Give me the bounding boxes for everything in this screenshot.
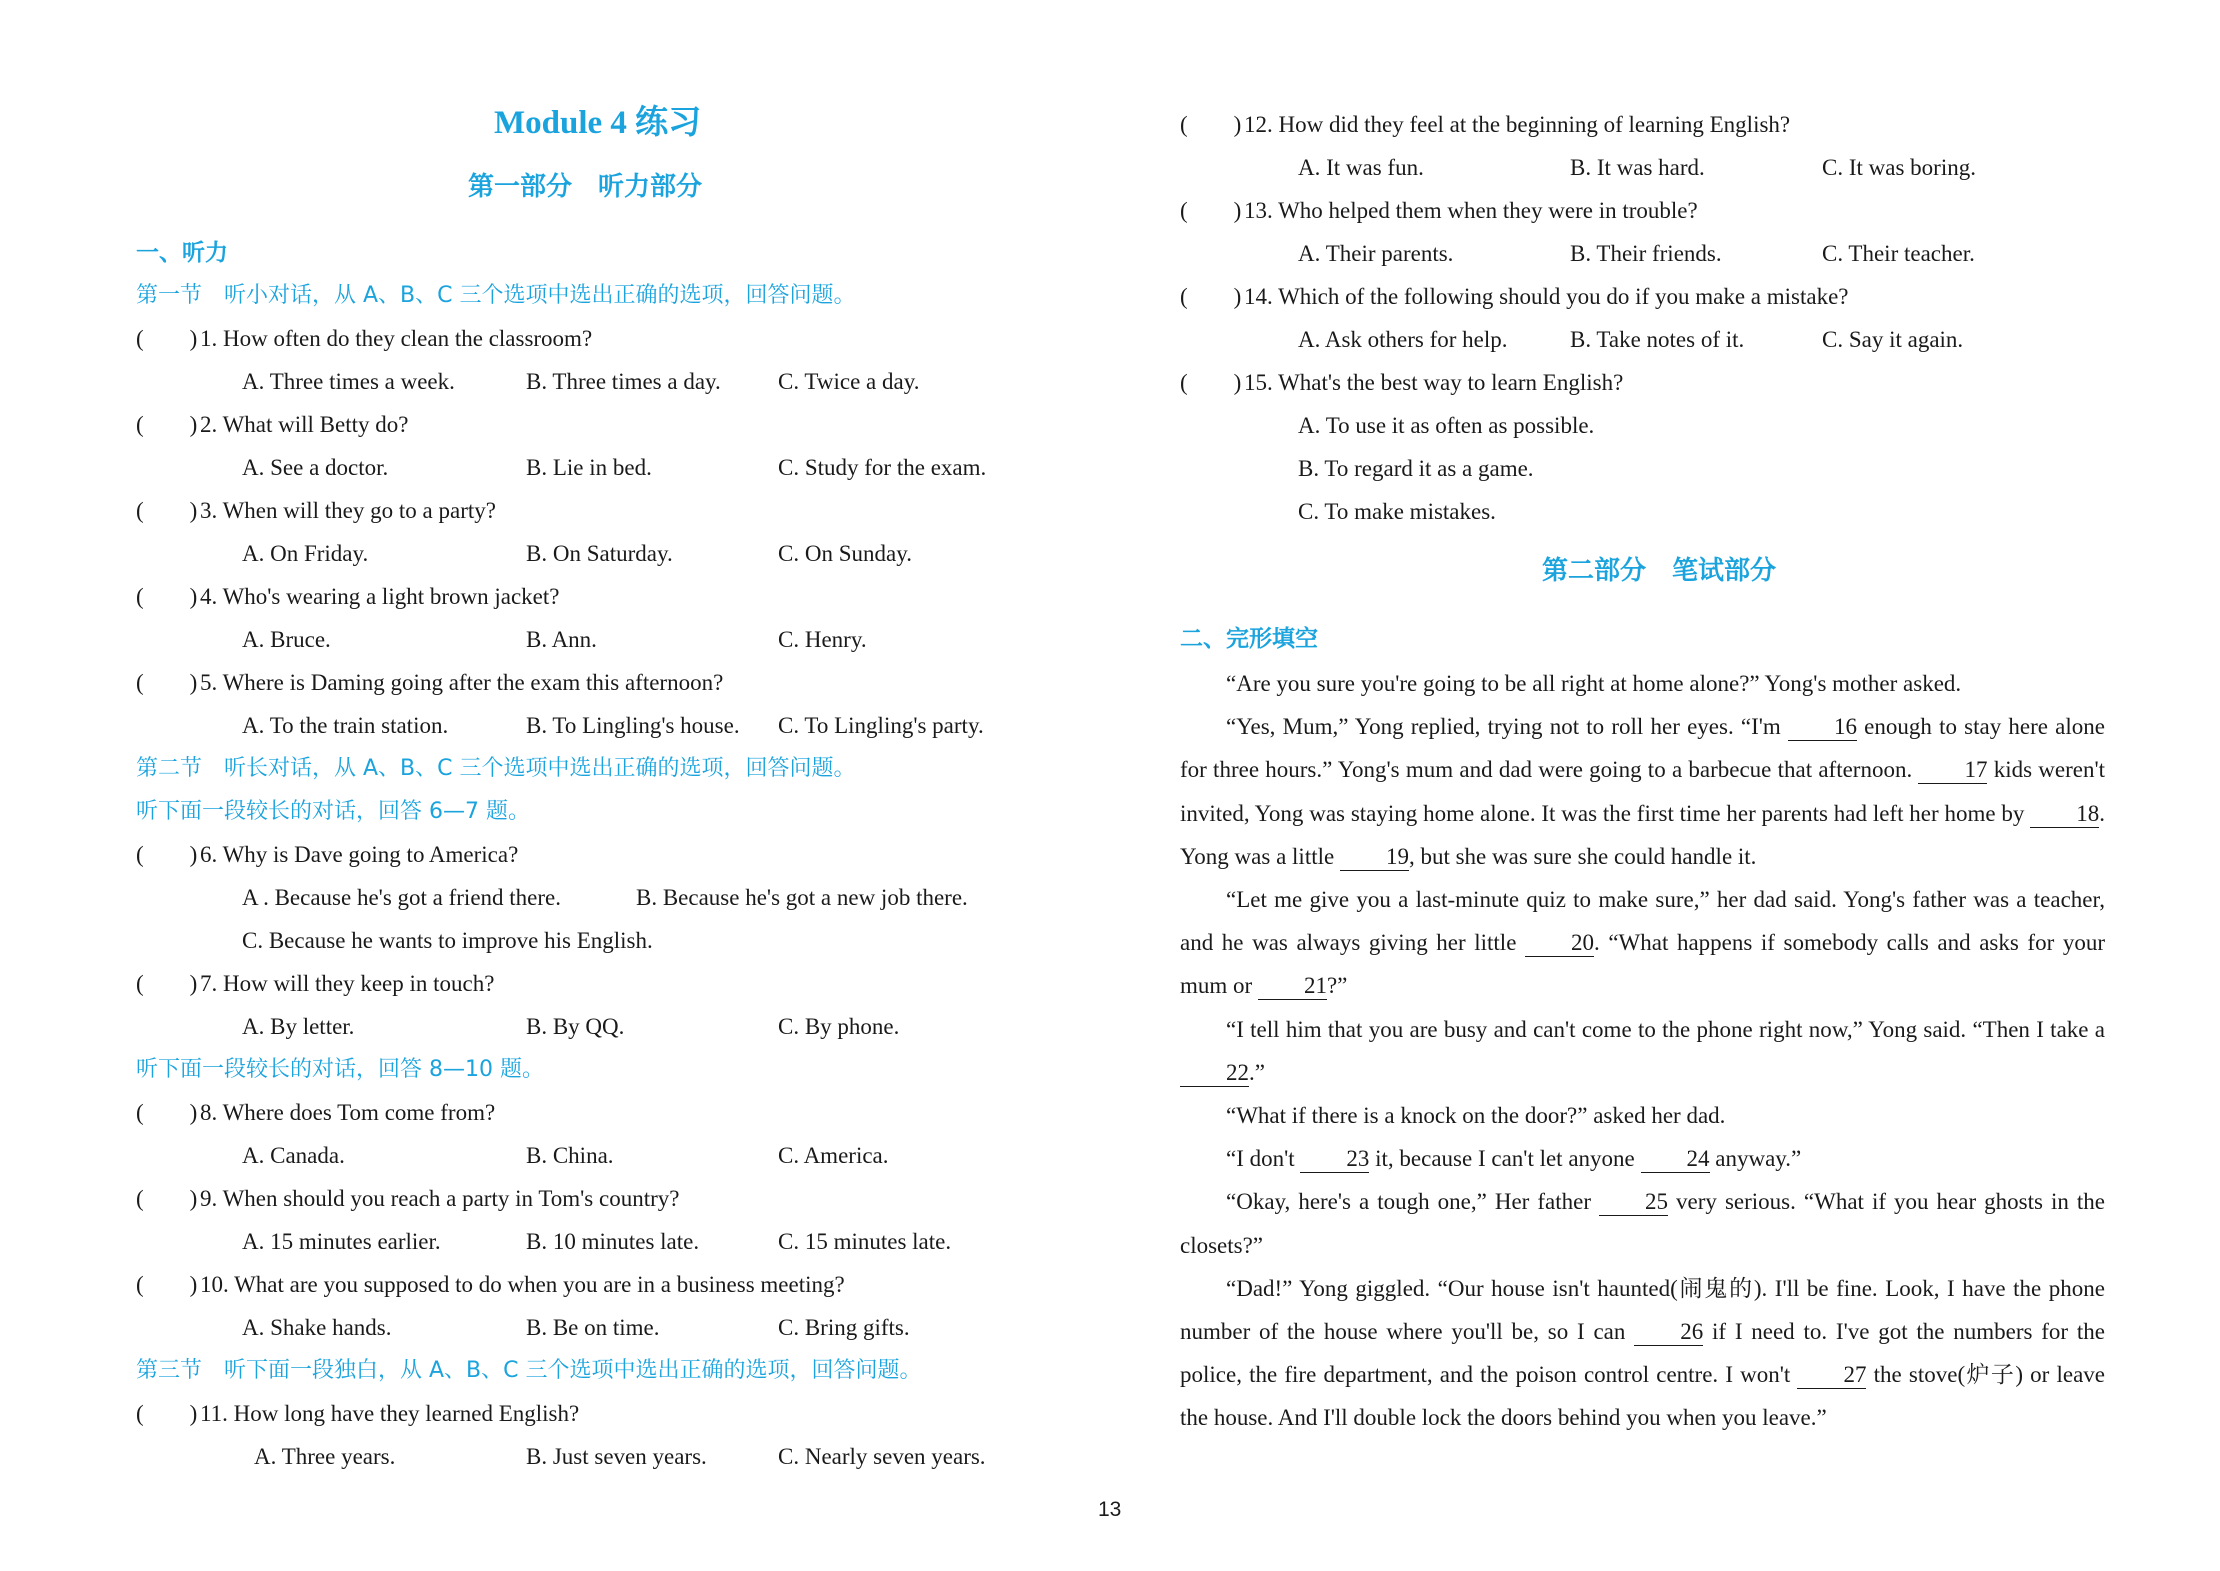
blank-16[interactable]: 16 <box>1788 714 1857 741</box>
option-a[interactable]: A. To use it as often as possible. <box>1298 413 1595 438</box>
answer-bracket[interactable]: ( ) <box>136 842 198 867</box>
option-c[interactable]: C. Nearly seven years. <box>778 1444 986 1469</box>
option-b[interactable]: B. To regard it as a game. <box>1298 456 1534 481</box>
question-text: 10. What are you supposed to do when you are in a business meeting? <box>200 1272 845 1297</box>
cloze-text: . “What happens if somebody calls and asks for your mum or <box>1180 930 2105 999</box>
answer-bracket[interactable]: ( ) <box>136 1272 198 1297</box>
cloze-text: anyway.” <box>1709 1146 1802 1172</box>
option-b[interactable]: B. Be on time. <box>526 1315 660 1340</box>
part-1-heading: 第一部分 听力部分 <box>468 172 703 202</box>
section-1-heading: 一、听力 <box>136 240 228 266</box>
option-b[interactable]: B. Lie in bed. <box>526 455 652 480</box>
blank-26[interactable]: 26 <box>1634 1319 1703 1346</box>
option-b[interactable]: B. It was hard. <box>1570 155 1705 180</box>
instruction-jie1: 第一节 听小对话，从 A、B、C 三个选项中选出正确的选项，回答问题。 <box>136 283 856 308</box>
blank-18[interactable]: 18 <box>2030 801 2099 828</box>
option-c[interactable]: C. Say it again. <box>1822 327 1964 352</box>
page-title: Module 4 练习 <box>494 105 702 141</box>
option-a[interactable]: A. Shake hands. <box>242 1315 392 1340</box>
option-b[interactable]: B. On Saturday. <box>526 541 673 566</box>
option-b[interactable]: B. Just seven years. <box>526 1444 707 1469</box>
option-b[interactable]: B. Their friends. <box>1570 241 1722 266</box>
blank-27[interactable]: 27 <box>1797 1362 1866 1389</box>
answer-bracket[interactable]: ( ) <box>136 1401 198 1426</box>
part-2-heading: 第二部分 笔试部分 <box>1542 556 1777 586</box>
option-b[interactable]: B. Ann. <box>526 627 597 652</box>
option-c[interactable]: C. On Sunday. <box>778 541 912 566</box>
cloze-text: “I tell him that you are busy and can't come to the phone right now,” Yong said. “Then I take a <box>1226 1016 2105 1042</box>
option-a[interactable]: A. Bruce. <box>242 627 331 652</box>
cloze-text: “Let me give you a last-minute quiz to make sure,” her dad said. Yong's father was a teacher, and he was always giving her little <box>1180 887 2105 956</box>
option-c[interactable]: C. Twice a day. <box>778 369 920 394</box>
cloze-paragraph-7 <box>1180 1180 2105 1266</box>
instruction-6-7: 听下面一段较长的对话，回答 6—7 题。 <box>136 799 530 824</box>
cloze-text: .” <box>1249 1059 1265 1085</box>
cloze-text: . Yong was a little <box>1180 800 2105 869</box>
question-text: 15. What's the best way to learn English? <box>1244 370 1624 395</box>
cloze-paragraph-2 <box>1180 705 2105 878</box>
answer-bracket[interactable]: ( ) <box>1180 112 1242 137</box>
cloze-paragraph-1: “Are you sure you're going to be all right at home alone?” Yong's mother asked. <box>1226 671 1962 696</box>
option-a[interactable]: A . Because he's got a friend there. <box>242 885 562 910</box>
question-text: 9. When should you reach a party in Tom's country? <box>200 1186 680 1211</box>
option-a[interactable]: A. Their parents. <box>1298 241 1454 266</box>
question-text: 12. How did they feel at the beginning of learning English? <box>1244 112 1791 137</box>
option-b[interactable]: B. 10 minutes late. <box>526 1229 700 1254</box>
answer-bracket[interactable]: ( ) <box>136 971 198 996</box>
option-b[interactable]: B. Take notes of it. <box>1570 327 1745 352</box>
option-a[interactable]: A. See a doctor. <box>242 455 389 480</box>
cloze-text: very serious. “What if you hear ghosts in the closets?” <box>1180 1189 2105 1258</box>
cloze-passage <box>1180 662 2105 1440</box>
question-text: 3. When will they go to a party? <box>200 498 496 523</box>
cloze-paragraph-6 <box>1180 1137 2105 1180</box>
answer-bracket[interactable]: ( ) <box>136 326 198 351</box>
option-a[interactable]: A. On Friday. <box>242 541 369 566</box>
blank-20[interactable]: 20 <box>1525 930 1594 957</box>
option-c[interactable]: C. By phone. <box>778 1014 900 1039</box>
cloze-paragraph-4 <box>1180 1008 2105 1094</box>
blank-24[interactable]: 24 <box>1641 1146 1710 1173</box>
page-number: 13 <box>1098 1498 1122 1521</box>
option-a[interactable]: A. By letter. <box>242 1014 355 1039</box>
blank-22[interactable]: 22 <box>1180 1060 1249 1087</box>
blank-19[interactable]: 19 <box>1340 844 1409 871</box>
cloze-text: if I need to. I've got the numbers for the police, the fire department, and the poison control centre. I won't <box>1180 1319 2105 1388</box>
option-c[interactable]: C. To make mistakes. <box>1298 499 1496 524</box>
option-a[interactable]: A. To the train station. <box>242 713 449 738</box>
option-a[interactable]: A. Three years. <box>254 1444 396 1469</box>
option-b[interactable]: B. Because he's got a new job there. <box>636 885 968 910</box>
option-c[interactable]: C. America. <box>778 1143 889 1168</box>
blank-21[interactable]: 21 <box>1258 973 1327 1000</box>
option-a[interactable]: A. Three times a week. <box>242 369 455 394</box>
cloze-text: it, because I can't let anyone <box>1369 1146 1641 1172</box>
cloze-text: “Okay, here's a tough one,” Her father <box>1226 1189 1600 1215</box>
option-c[interactable]: C. 15 minutes late. <box>778 1229 952 1254</box>
instruction-8-10: 听下面一段较长的对话，回答 8—10 题。 <box>136 1057 544 1082</box>
option-c[interactable]: C. Because he wants to improve his English. <box>242 928 653 953</box>
cloze-text: , but she was sure she could handle it. <box>1408 843 1757 869</box>
cloze-paragraph-5: “What if there is a knock on the door?” asked her dad. <box>1226 1103 1726 1129</box>
cloze-text: “I don't <box>1226 1146 1301 1172</box>
option-a[interactable]: A. Canada. <box>242 1143 345 1168</box>
option-b[interactable]: B. China. <box>526 1143 614 1168</box>
answer-bracket[interactable]: ( ) <box>1180 198 1242 223</box>
answer-bracket[interactable]: ( ) <box>136 584 198 609</box>
question-text: 13. Who helped them when they were in trouble? <box>1244 198 1698 223</box>
blank-23[interactable]: 23 <box>1300 1146 1369 1173</box>
option-c[interactable]: C. Henry. <box>778 627 867 652</box>
answer-bracket[interactable]: ( ) <box>1180 284 1242 309</box>
question-text: 5. Where is Daming going after the exam this afternoon? <box>200 670 724 695</box>
option-b[interactable]: B. By QQ. <box>526 1014 625 1039</box>
cloze-text: “Yes, Mum,” Yong replied, trying not to roll her eyes. “I'm <box>1226 714 1788 740</box>
cloze-text: ?” <box>1326 973 1348 999</box>
option-a[interactable]: A. It was fun. <box>1298 155 1424 180</box>
cloze-text: “Dad!” Yong giggled. “Our house isn't haunted(闹鬼的). I'll be fine. Look, I have the phone number of the house where you'll be, so I can <box>1180 1275 2105 1345</box>
instruction-jie3: 第三节 听下面一段独白，从 A、B、C 三个选项中选出正确的选项，回答问题。 <box>136 1358 922 1383</box>
cloze-paragraph-3 <box>1180 878 2105 1008</box>
answer-bracket[interactable]: ( ) <box>1180 370 1242 395</box>
question-text: 1. How often do they clean the classroom? <box>200 326 593 351</box>
option-c[interactable]: C. To Lingling's party. <box>778 713 984 738</box>
option-c[interactable]: C. Their teacher. <box>1822 241 1975 266</box>
option-b[interactable]: B. To Lingling's house. <box>526 713 740 738</box>
cloze-paragraph-8 <box>1180 1267 2105 1440</box>
option-a[interactable]: A. Ask others for help. <box>1298 327 1508 352</box>
option-c[interactable]: C. Study for the exam. <box>778 455 987 480</box>
option-c[interactable]: C. Bring gifts. <box>778 1315 910 1340</box>
question-text: 14. Which of the following should you do if you make a mistake? <box>1244 284 1849 309</box>
cloze-text: enough to stay here alone for three hours.” Yong's mum and dad were going to a barbecue that afternoon. <box>1180 714 2105 783</box>
answer-bracket[interactable]: ( ) <box>136 670 198 695</box>
question-text: 2. What will Betty do? <box>200 412 409 437</box>
question-text: 4. Who's wearing a light brown jacket? <box>200 584 560 609</box>
answer-bracket[interactable]: ( ) <box>136 498 198 523</box>
cloze-text: kids weren't invited, Yong was staying home alone. It was the first time her parents had left her home by <box>1180 757 2106 826</box>
question-text: 8. Where does Tom come from? <box>200 1100 496 1125</box>
option-b[interactable]: B. Three times a day. <box>526 369 721 394</box>
cloze-text: the stove(炉子) or leave the house. And I'll double lock the doors behind you when you leave.” <box>1180 1362 2105 1431</box>
instruction-jie2: 第二节 听长对话，从 A、B、C 三个选项中选出正确的选项，回答问题。 <box>136 756 856 781</box>
option-a[interactable]: A. 15 minutes earlier. <box>242 1229 441 1254</box>
answer-bracket[interactable]: ( ) <box>136 1186 198 1211</box>
answer-bracket[interactable]: ( ) <box>136 1100 198 1125</box>
question-text: 11. How long have they learned English? <box>200 1401 580 1426</box>
section-2-heading: 二、完形填空 <box>1180 626 1318 652</box>
question-text: 7. How will they keep in touch? <box>200 971 495 996</box>
blank-25[interactable]: 25 <box>1599 1189 1668 1216</box>
option-c[interactable]: C. It was boring. <box>1822 155 1976 180</box>
answer-bracket[interactable]: ( ) <box>136 412 198 437</box>
question-text: 6. Why is Dave going to America? <box>200 842 519 867</box>
blank-17[interactable]: 17 <box>1918 757 1987 784</box>
